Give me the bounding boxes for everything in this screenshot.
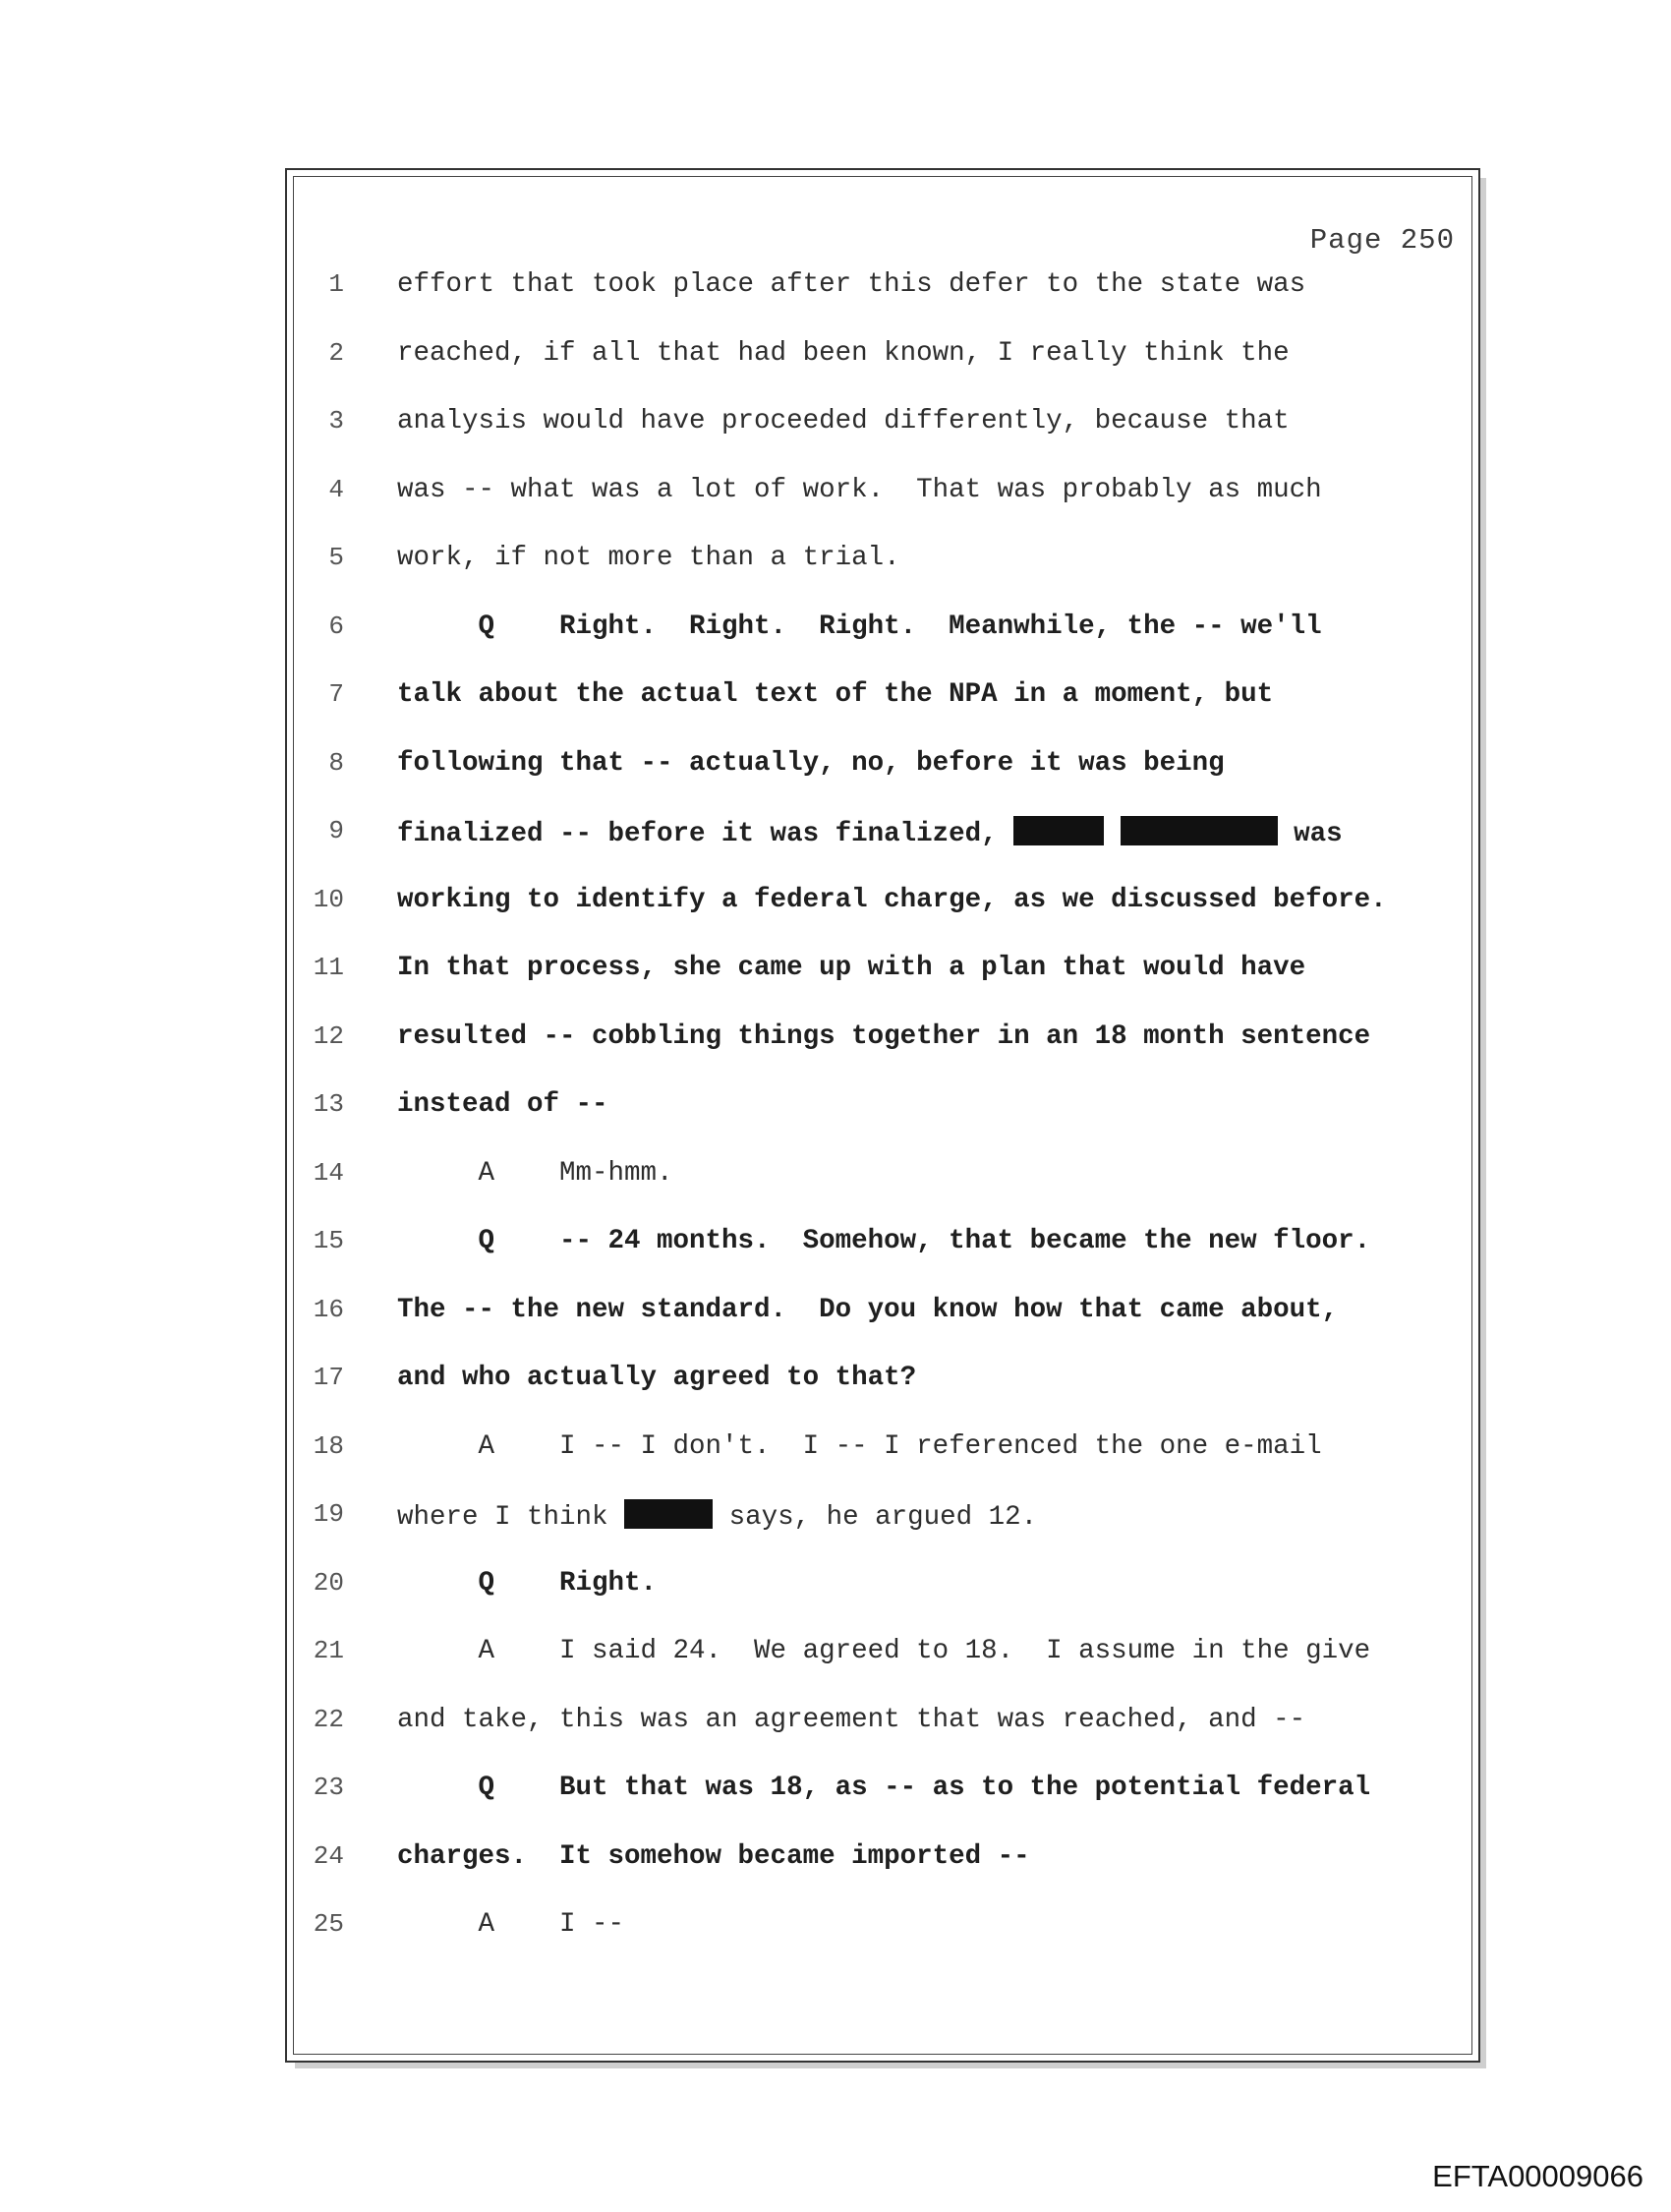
line-number: 2 [328,338,344,368]
line-text: A I -- [397,1909,625,1940]
transcript-line-14 [0,1158,1671,1197]
line-text: A Mm-hmm. [397,1158,673,1189]
line-text: where I think [397,1502,608,1533]
line-number: 21 [313,1636,344,1665]
line-number: 12 [313,1021,344,1051]
line-text: A I -- I don't. I -- I referenced the one e-mail [397,1431,1322,1462]
transcript-line-7 [0,679,1671,719]
line-text: finalized -- before it was finalized, [397,819,998,849]
line-text: effort that took place after this defer to the state was [397,269,1306,300]
transcript-line-24 [0,1841,1671,1881]
transcript-line-20 [0,1568,1671,1607]
transcript-line-8 [0,748,1671,787]
line-text-with-redaction [397,1499,1037,1533]
line-text: The -- the new standard. Do you know how that came about, [397,1295,1339,1325]
transcript-line-3 [0,406,1671,445]
transcript-line-23 [0,1773,1671,1812]
line-text: charges. It somehow became imported -- [397,1841,1030,1872]
line-text: was -- what was a lot of work. That was probably as much [397,475,1322,505]
transcript-line-16 [0,1295,1671,1334]
line-text: Q But that was 18, as -- as to the potential federal [397,1773,1371,1803]
line-text: analysis would have proceeded differently, because that [397,406,1290,437]
page-number: Page 250 [1309,224,1455,257]
line-text: and who actually agreed to that? [397,1363,917,1393]
line-number: 14 [313,1158,344,1188]
transcript-line-1 [0,269,1671,309]
line-text: Q -- 24 months. Somehow, that became the new floor. [397,1226,1371,1256]
redaction-block [1121,816,1278,845]
line-number: 13 [313,1089,344,1119]
transcript-line-11 [0,953,1671,992]
line-number: 6 [328,611,344,641]
line-number: 16 [313,1295,344,1324]
line-number: 22 [313,1705,344,1734]
line-number: 3 [328,406,344,436]
transcript-line-22 [0,1705,1671,1744]
line-number: 17 [313,1363,344,1392]
line-number: 11 [313,953,344,982]
line-number: 25 [313,1909,344,1939]
redaction-block [624,1499,713,1529]
line-text-continued: was [1294,819,1343,849]
line-text: and take, this was an agreement that was reached, and -- [397,1705,1306,1735]
line-number: 23 [313,1773,344,1802]
transcript-line-4 [0,475,1671,514]
line-number: 8 [328,748,344,778]
line-text: reached, if all that had been known, I really think the [397,338,1290,369]
line-text: In that process, she came up with a plan that would have [397,953,1306,983]
line-text: resulted -- cobbling things together in an 18 month sentence [397,1021,1371,1052]
line-number: 1 [328,269,344,299]
line-text: talk about the actual text of the NPA in a moment, but [397,679,1274,710]
line-number: 9 [328,816,344,845]
transcript-line-12 [0,1021,1671,1061]
line-number: 18 [313,1431,344,1461]
transcript-line-10 [0,885,1671,924]
transcript-line-2 [0,338,1671,378]
document-id-footer: EFTA00009066 [1432,2159,1643,2193]
frame-shadow-bottom [295,2063,1486,2068]
line-text: working to identify a federal charge, as we discussed before. [397,885,1387,915]
line-text: Q Right. [397,1568,658,1599]
transcript-line-17 [0,1363,1671,1402]
line-text: A I said 24. We agreed to 18. I assume in the give [397,1636,1371,1666]
transcript-line-9 [0,816,1671,855]
line-number: 7 [328,679,344,709]
line-number: 4 [328,475,344,504]
line-number: 15 [313,1226,344,1255]
line-number: 24 [313,1841,344,1871]
transcript-line-21 [0,1636,1671,1675]
line-text: following that -- actually, no, before it was being [397,748,1225,779]
transcript-line-5 [0,543,1671,582]
line-text-with-redaction [397,816,1343,849]
transcript-line-19 [0,1499,1671,1539]
transcript-line-6 [0,611,1671,651]
line-text: work, if not more than a trial. [397,543,900,573]
transcript-line-18 [0,1431,1671,1471]
line-text: instead of -- [397,1089,608,1120]
redaction-block [1013,816,1104,845]
line-number: 20 [313,1568,344,1598]
transcript-line-15 [0,1226,1671,1265]
transcript-line-13 [0,1089,1671,1129]
line-text: Q Right. Right. Right. Meanwhile, the -- we'll [397,611,1322,642]
line-number: 10 [313,885,344,914]
line-number: 5 [328,543,344,572]
transcript-line-25 [0,1909,1671,1949]
line-text-continued: says, he argued 12. [728,1502,1038,1533]
line-number: 19 [313,1499,344,1529]
